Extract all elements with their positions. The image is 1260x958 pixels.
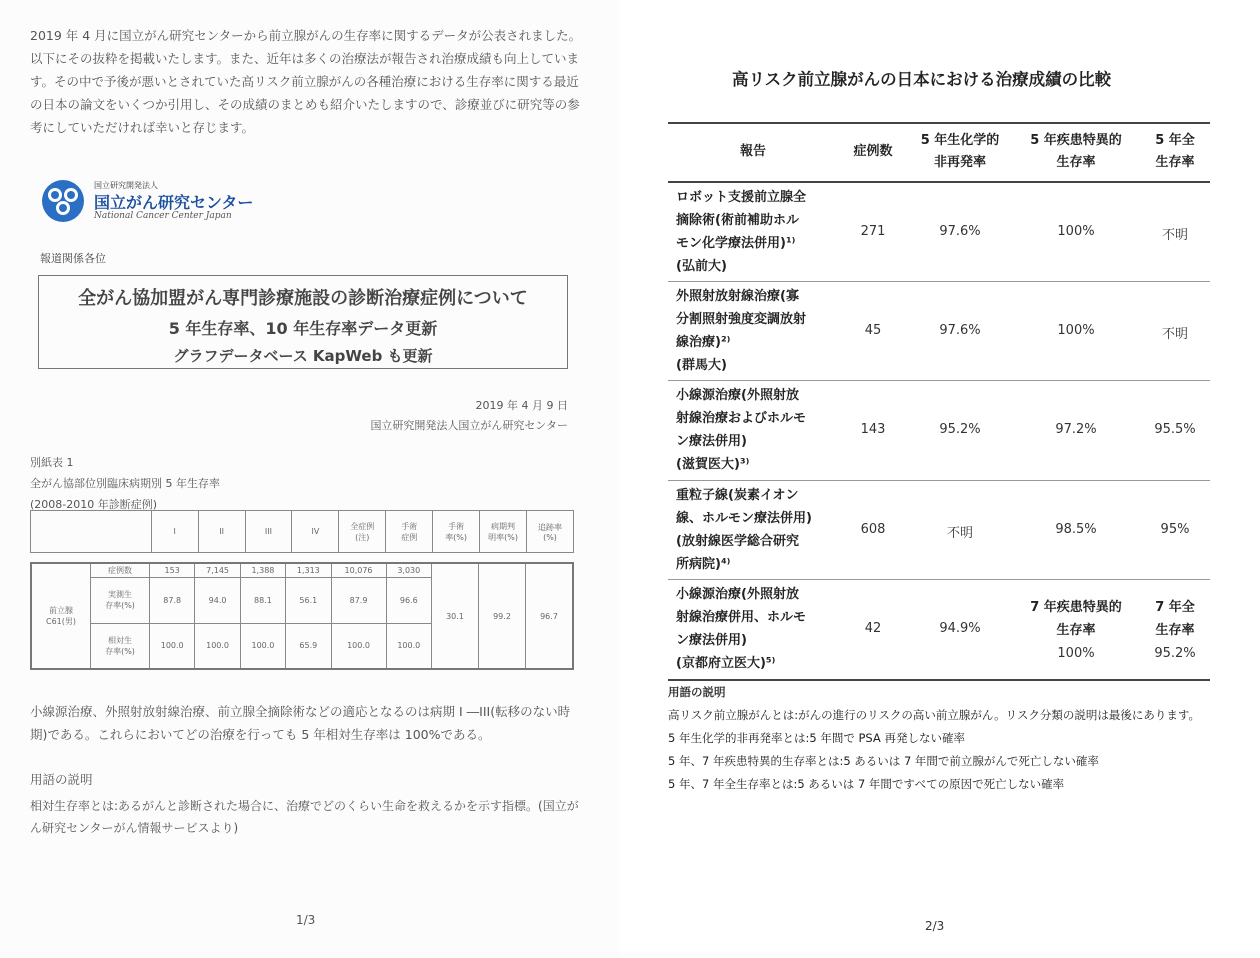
cases-cell: 10,076 (331, 563, 386, 577)
page-number: 1/3 (296, 913, 316, 927)
annex-line: 全がん協部位別臨床病期別 5 年生存率 (30, 477, 220, 490)
css-value-7yr: 7 年疾患特異的 生存率 100% (1030, 600, 1122, 661)
cases-cell: 1,313 (286, 563, 331, 577)
report-cell: 小線源治療(外照射放 射線治療およびホルモ ン療法併用) (滋賀医大)³⁾ (676, 388, 807, 472)
glossary-title: 用語の説明 (30, 772, 93, 787)
row-label: 相対生 存率(%) (91, 623, 150, 669)
row-divider (668, 480, 1210, 481)
follow-rate-cell: 96.7 (526, 563, 574, 669)
row-divider (668, 380, 1210, 381)
relative-cell: 100.0 (331, 623, 386, 669)
report-cell: 小線源治療(外照射放 射線治療併用、ホルモ ン療法併用) (京都府立医大)⁵⁾ (676, 587, 807, 671)
glossary-item: 5 年生化学的非再発率とは:5 年間で PSA 再発しない確率 (668, 731, 965, 745)
header-css: 5 年疾患特異的 生存率 (1030, 133, 1122, 170)
cases-value: 271 (860, 224, 886, 239)
header-cell: 全症例 (注) (339, 511, 386, 553)
relative-cell: 65.9 (286, 623, 331, 669)
stage-paragraph: 小線源治療、外照射放射線治療、前立腺全摘除術などの適応となるのは病期 I ―III(転移のない時期)である。これらにおいてどの治療を行っても 5 年相対生存率は 100%である。 (30, 704, 571, 742)
bcr-value: 94.9% (939, 621, 981, 636)
os-value-7yr: 7 年全 生存率 95.2% (1154, 600, 1196, 661)
os-value: 不明 (1161, 327, 1188, 342)
relative-cell: 100.0 (195, 623, 240, 669)
cases-cell: 3,030 (386, 563, 431, 577)
css-value: 97.2% (1055, 422, 1097, 437)
header-cases: 症例数 (853, 144, 893, 159)
row-label: 実測生 存率(%) (91, 577, 150, 623)
os-value: 不明 (1161, 228, 1188, 243)
header-cell: 手術 症例 (386, 511, 433, 553)
header-cell-blank (31, 511, 152, 553)
table-rule-bottom (668, 679, 1210, 681)
glossary-body: 相対生存率とは:あるがんと診断された場合に、治療でどのくらい生命を救えるかを示す指標。(国立がん研究センターがん情報サービスより) (30, 799, 579, 835)
bcr-value: 97.6% (939, 323, 981, 338)
report-cell: ロボット支援前立腺全 摘除術(術前補助ホル モン化学療法併用)¹⁾ (弘前大) (676, 190, 807, 274)
observed-cell: 88.1 (240, 577, 285, 623)
stage-rate-cell: 99.2 (479, 563, 526, 669)
surgery-rate-cell: 30.1 (432, 563, 479, 669)
relative-cell: 100.0 (240, 623, 285, 669)
to-press-label: 報道関係各位 (40, 252, 106, 265)
cases-cell: 1,388 (240, 563, 285, 577)
observed-cell: 56.1 (286, 577, 331, 623)
logo-english: National Cancer Center Japan (94, 211, 232, 221)
header-cell: I (151, 511, 198, 553)
press-title-line-2: 5 年生存率、10 年生存率データ更新 (168, 319, 438, 338)
press-title-line-1: 全がん協加盟がん専門診療施設の診断治療症例について (78, 288, 528, 309)
bcr-value: 95.2% (939, 422, 981, 437)
row-divider (668, 579, 1210, 580)
glossary-item: 5 年、7 年疾患特異的生存率とは:5 あるいは 7 年間で前立腺がんで死亡しない確率 (668, 754, 1099, 768)
page-1 (0, 0, 620, 958)
table-rule-header (668, 181, 1210, 183)
observed-cell: 94.0 (195, 577, 240, 623)
observed-cell: 87.9 (331, 577, 386, 623)
row-label: 症例数 (91, 563, 150, 577)
header-cell: 病期判 明率(%) (480, 511, 527, 553)
bcr-value: 不明 (946, 526, 973, 541)
glossary-item: 5 年、7 年全生存率とは:5 あるいは 7 年間ですべての原因で死亡しない確率 (668, 777, 1065, 791)
cases-cell: 153 (150, 563, 195, 577)
cases-value: 42 (864, 621, 882, 636)
report-cell: 外照射放射線治療(寡 分割照射強度変調放射 線治療)²⁾ (群馬大) (676, 289, 807, 373)
bcr-value: 97.6% (939, 224, 981, 239)
header-bcr: 5 年生化学的 非再発率 (920, 133, 1000, 170)
report-cell: 重粒子線(炭素イオン 線、ホルモン療法併用) (放射線医学総合研究 所病院)⁴⁾ (676, 488, 812, 572)
logo-name: 国立がん研究センター (94, 193, 254, 212)
header-cell: III (245, 511, 292, 553)
cases-cell: 7,145 (195, 563, 240, 577)
row-divider (668, 281, 1210, 282)
page-2 (630, 0, 1260, 958)
os-value: 95.5% (1154, 422, 1196, 437)
header-report: 報告 (739, 144, 766, 159)
css-value: 100% (1057, 224, 1095, 239)
table-rule-top (668, 122, 1210, 124)
release-date: 2019 年 4 月 9 日 (475, 399, 568, 412)
annex-caption (30, 452, 220, 515)
relative-cell: 100.0 (150, 623, 195, 669)
glossary-title: 用語の説明 (668, 685, 726, 699)
header-cell: II (198, 511, 245, 553)
cases-value: 143 (860, 422, 886, 437)
press-title-box (38, 275, 568, 369)
glossary-item: 高リスク前立腺がんとは:がんの進行のリスクの高い前立腺がん。リスク分類の説明は最後にあります。 (668, 708, 1200, 722)
cases-value: 608 (860, 522, 886, 537)
css-value: 100% (1057, 323, 1095, 338)
annex-line: 別紙表 1 (30, 456, 74, 469)
release-organization: 国立研究開発法人国立がん研究センター (370, 419, 568, 432)
ncc-logo-icon (40, 178, 86, 224)
page-number: 2/3 (925, 919, 945, 933)
annex-line: (2008-2010 年診断症例) (30, 498, 158, 511)
observed-cell: 96.6 (386, 577, 431, 623)
header-os: 5 年全 生存率 (1155, 133, 1195, 170)
observed-cell: 87.8 (150, 577, 195, 623)
css-value: 98.5% (1055, 522, 1097, 537)
os-value: 95% (1160, 522, 1190, 537)
logo-subtitle: 国立研究開発法人 (94, 181, 158, 190)
survival-table-header (30, 510, 574, 553)
site-cell: 前立腺 C61(男) (31, 563, 91, 669)
glossary-list (668, 704, 1213, 796)
header-cell: 手術 率(%) (433, 511, 480, 553)
survival-table-body (30, 562, 574, 670)
page-title: 高リスク前立腺がんの日本における治療成績の比較 (732, 70, 1112, 89)
header-cell: IV (292, 511, 339, 553)
ncc-logo (40, 178, 300, 228)
intro-paragraph: 2019 年 4 月に国立がん研究センターから前立腺がんの生存率に関するデータが公表されました。以下にその抜粋を掲載いたします。また、近年は多くの治療法が報告され治療成績も向上しています。その中で予後が悪いとされていた高リスク前立腺がんの各種治療における生存率に関する最近の日本の論文をいくつか引用し、その成績のまとめも紹介いたしますので、診療並びに研究等の参考にしていただければ幸いと存じます。 (30, 28, 582, 135)
press-title-line-3: グラフデータベース KapWeb も更新 (173, 347, 433, 365)
relative-cell: 100.0 (386, 623, 431, 669)
cases-value: 45 (864, 323, 882, 338)
header-cell: 追跡率 (%) (527, 511, 574, 553)
